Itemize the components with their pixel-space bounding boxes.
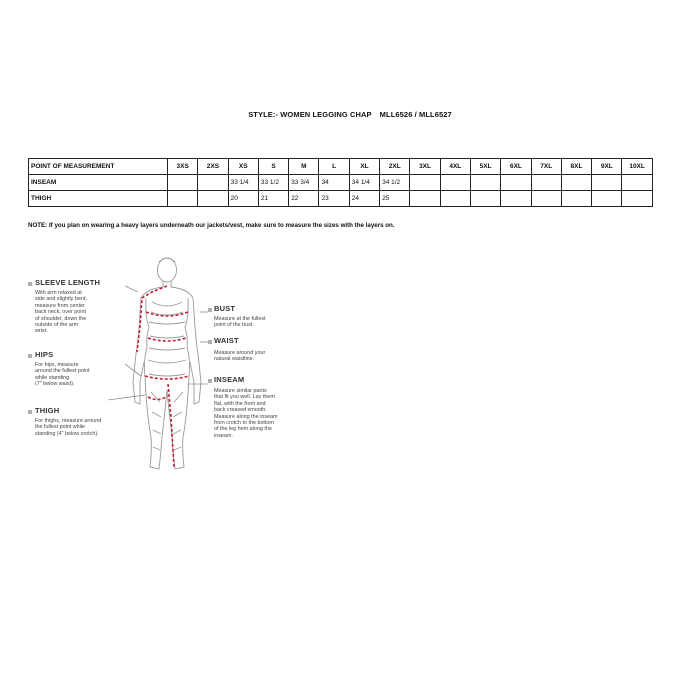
table-cell [531,191,561,207]
size-header: M [289,159,319,175]
size-header: 9XL [592,159,622,175]
text-line: that fit you well. Lay them [214,394,275,401]
table-cell [198,191,228,207]
size-header: XL [349,159,379,175]
table-cell [561,175,591,191]
sleeve-measure-line [137,286,167,352]
size-header: 7XL [531,159,561,175]
table-cell: 33 1/4 [228,175,258,191]
text-line: With arm relaxed at [35,290,82,296]
text-line: flat, with the front and [214,400,266,407]
row-label-inseam: INSEAM [29,175,168,191]
text-line: wrist. [35,328,48,335]
text-line: back creased smooth. [214,407,267,414]
size-header: 3XL [410,159,440,175]
text-line: (7" below waist). [35,381,75,388]
thigh-bullet [28,410,32,414]
table-cell: 33 1/2 [258,175,288,191]
figure-outline [133,258,201,469]
text-line: standing (4" below crotch). [35,430,99,437]
style-codes: MLL6526 / MLL6527 [379,110,452,119]
table-cell: 21 [258,191,288,207]
text-line: inseam. [214,432,233,439]
inseam-title: INSEAM [214,375,245,384]
text-line: Measure along the inseam [214,413,278,420]
table-cell [440,175,470,191]
size-header: 6XL [501,159,531,175]
row-label-thigh: THIGH [29,191,168,207]
size-header: L [319,159,349,175]
hips-title: HIPS [35,350,54,359]
text-line: natural waistline. [214,356,255,363]
text-line: measure from center [35,302,85,309]
style-title [0,110,700,119]
waist-text [214,350,294,363]
table-cell: 34 1/4 [349,175,379,191]
sleeve-length-title: SLEEVE LENGTH [35,278,101,287]
style-title-prefix: STYLE:- WOMEN LEGGING CHAP [248,110,372,119]
hips-text [35,362,115,388]
layering-note: NOTE: If you plan on wearing a heavy layers underneath our jackets/vest, make sure to measure the sizes with the layers on. [28,222,395,229]
table-cell: 22 [289,191,319,207]
sleeve-bullet [28,282,32,286]
text-line: Measure at the fullest [214,316,266,322]
measurement-diagram [28,252,328,482]
table-cell [470,175,500,191]
table-cell [470,191,500,207]
size-header: 3XS [168,159,198,175]
table-cell [501,175,531,191]
text-line: of shoulder, down the [35,315,87,322]
text-line: around the fullest point [35,368,90,375]
waist-bullet [208,340,212,344]
text-line: while standing [35,374,70,381]
bust-title: BUST [214,304,236,313]
sleeve-length-text [35,290,115,335]
table-cell [622,175,652,191]
thigh-text [35,418,125,437]
text-line: outside of the arm [35,322,79,329]
text-line: from crotch to the bottom [214,420,274,427]
table-row-inseam [29,175,653,191]
bust-text [214,316,294,329]
table-cell [501,191,531,207]
text-line: the fullest point while [35,424,86,431]
table-cell [410,175,440,191]
table-cell: 25 [380,191,410,207]
table-cell: 23 [319,191,349,207]
size-header: 4XL [440,159,470,175]
table-cell [410,191,440,207]
size-header: S [258,159,288,175]
size-header: XS [228,159,258,175]
table-cell: 34 [319,175,349,191]
text-line: point of the bust. [214,322,254,329]
table-cell: 34 1/2 [380,175,410,191]
text-line: Measure similar pants [214,388,267,394]
table-cell [561,191,591,207]
table-header-row [29,159,653,175]
table-row-thigh [29,191,653,207]
table-cell [440,191,470,207]
size-header: 8XL [561,159,591,175]
text-line: back neck, over point [35,309,86,316]
header-point-of-measurement: POINT OF MEASUREMENT [29,159,168,175]
text-line: Measure around your [214,350,266,356]
hips-bullet [28,354,32,358]
size-header: 2XS [198,159,228,175]
table-cell [168,191,198,207]
text-line: For hips, measure [35,362,79,368]
inseam-bullet [208,379,212,383]
size-chart-table [28,158,653,207]
table-cell [592,175,622,191]
table-cell: 24 [349,191,379,207]
table-cell [198,175,228,191]
table-cell: 33 3/4 [289,175,319,191]
text-line: of the leg hem along the [214,426,272,433]
text-line: side and slightly bent, [35,296,87,303]
table-cell [168,175,198,191]
inseam-measure-line [168,384,174,467]
size-header: 10XL [622,159,652,175]
size-header: 2XL [380,159,410,175]
size-header: 5XL [470,159,500,175]
table-cell [531,175,561,191]
thigh-title: THIGH [35,406,60,415]
text-line: For thighs, measure around [35,418,102,424]
inseam-text [214,388,304,439]
table-cell: 20 [228,191,258,207]
table-cell [622,191,652,207]
table-cell [592,191,622,207]
waist-title: WAIST [214,336,239,345]
bust-bullet [208,308,212,312]
